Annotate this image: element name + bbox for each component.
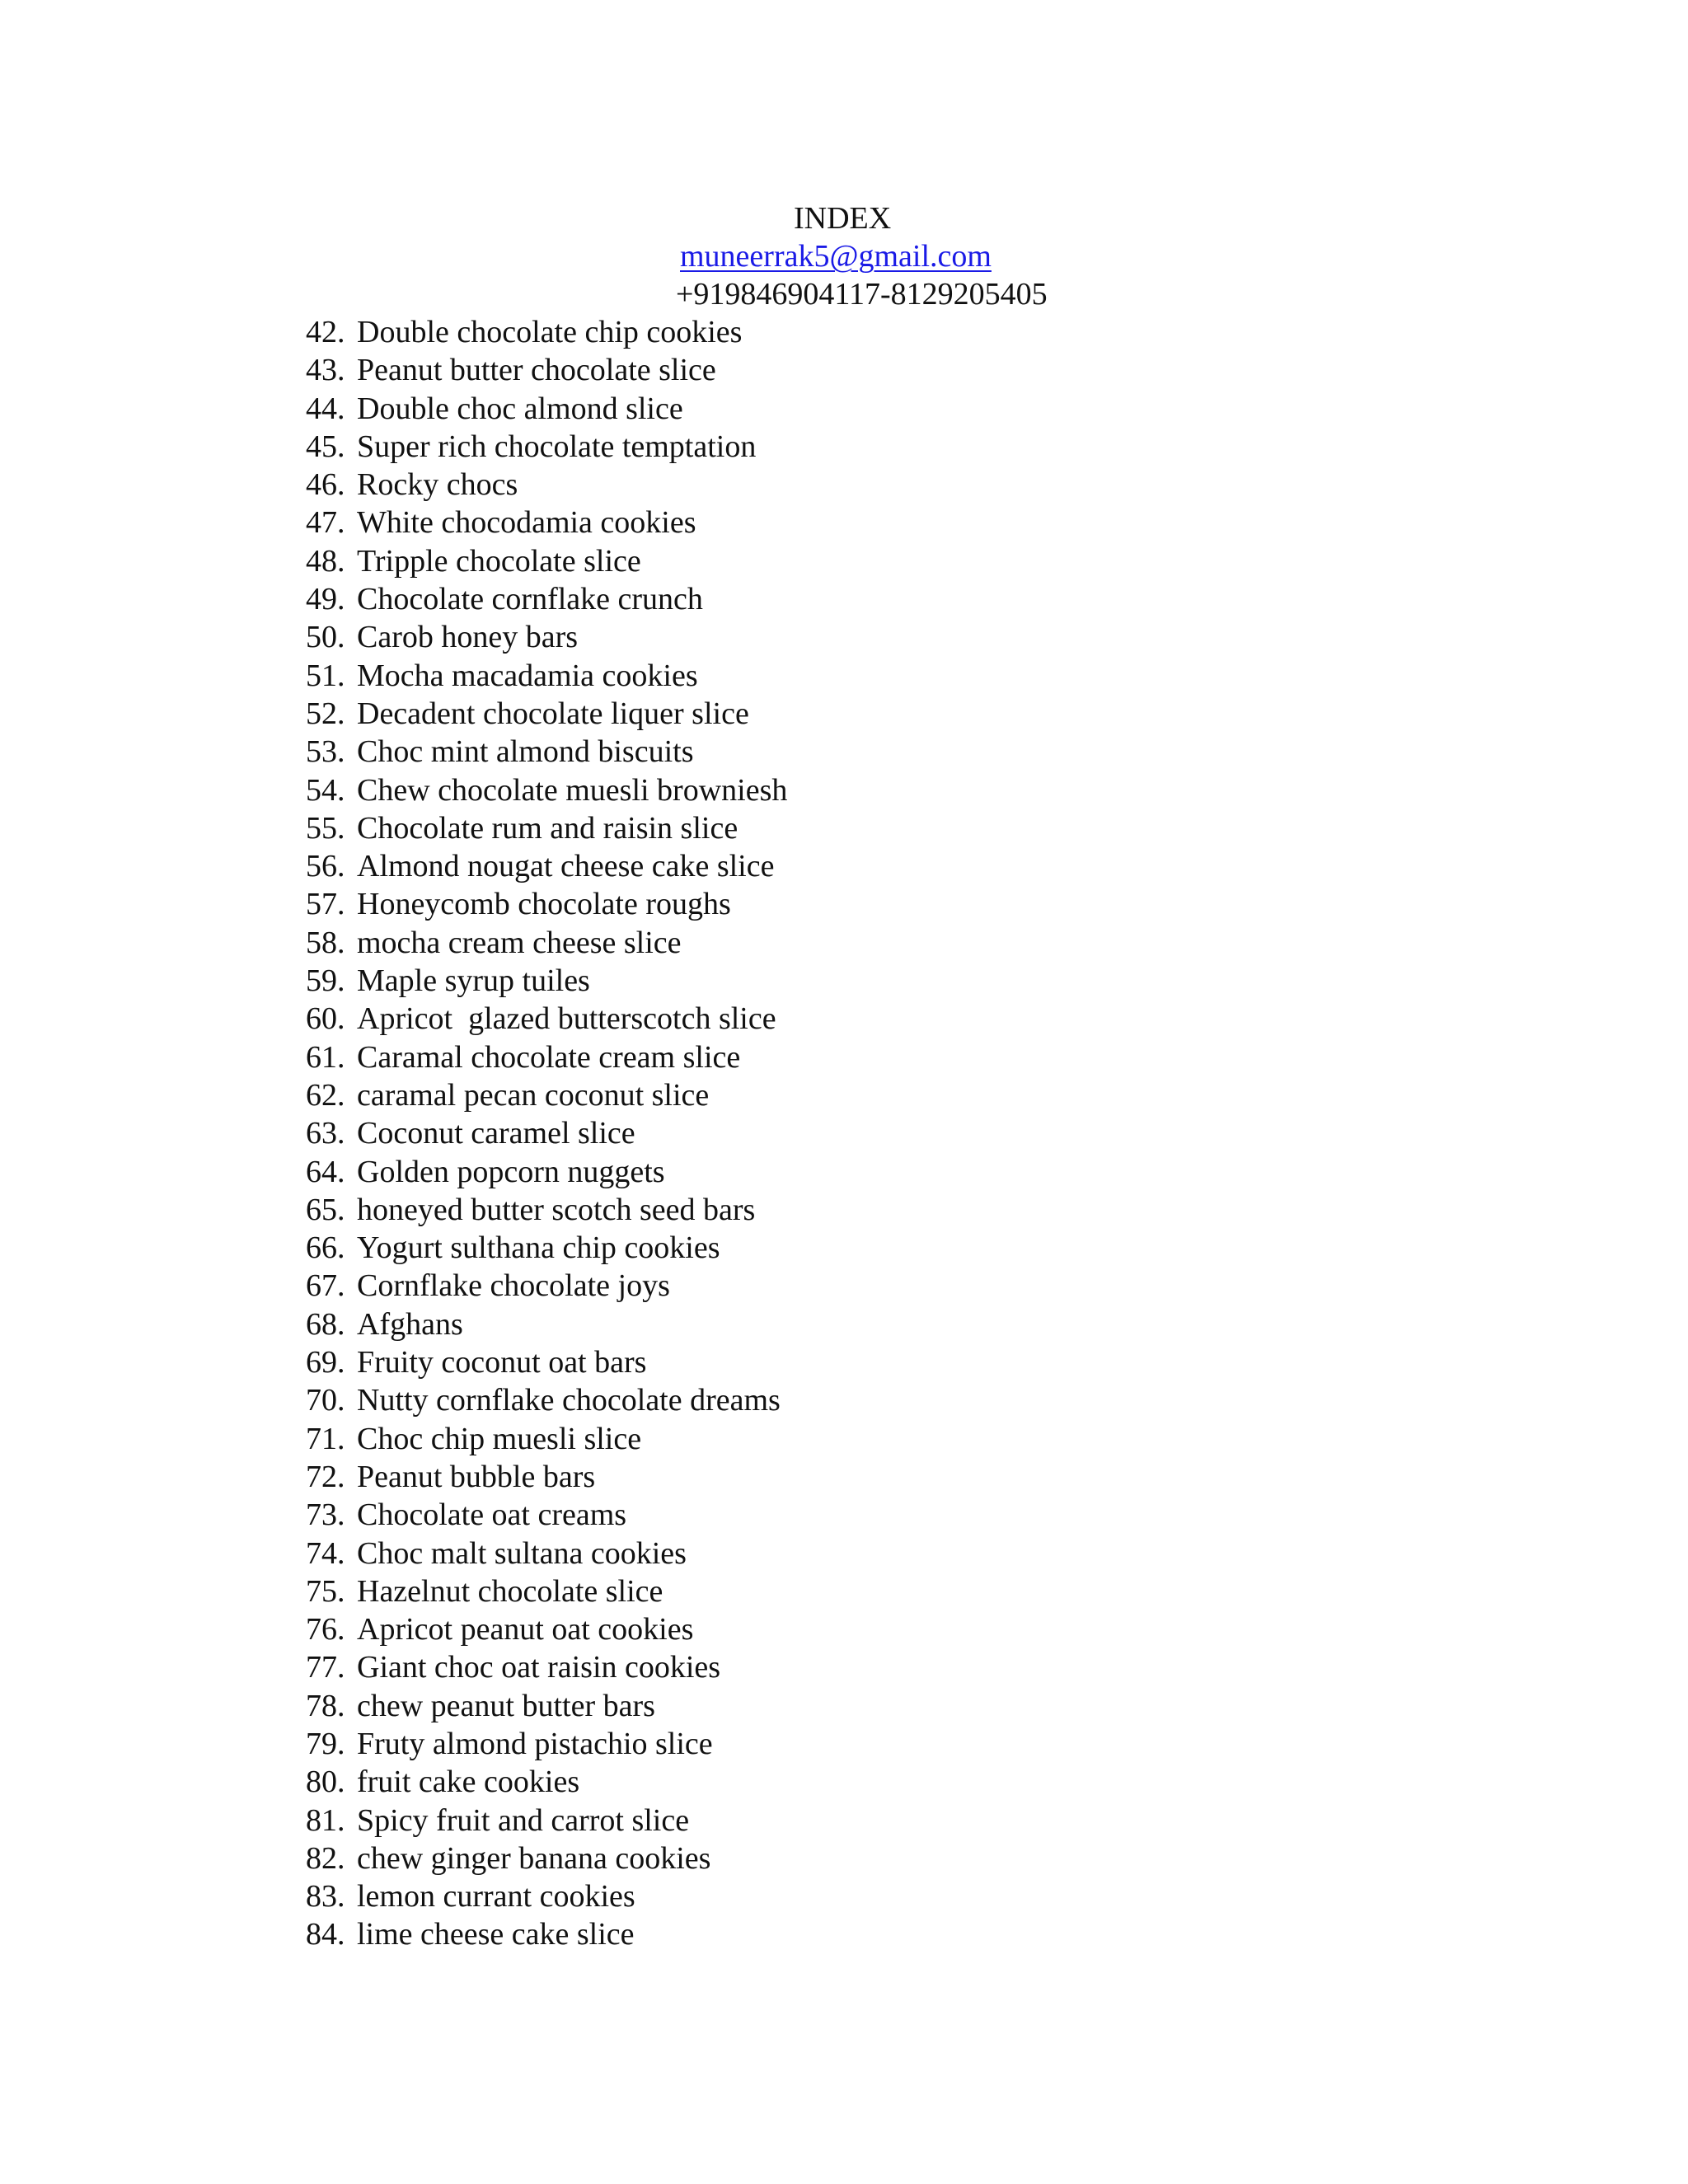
list-item-number: 78. [306, 1688, 345, 1723]
list-item-number: 83. [306, 1879, 345, 1915]
list-item [306, 1535, 787, 1572]
list-item-text: Coconut caramel slice [357, 1116, 635, 1151]
list-item-text: Honeycomb chocolate roughs [357, 887, 731, 922]
list-item-number: 50. [306, 620, 345, 655]
list-item [306, 1191, 787, 1229]
list-item [306, 1420, 787, 1458]
list-item-number: 81. [306, 1802, 345, 1838]
list-item-text: Almond nougat cheese cake slice [357, 849, 775, 884]
list-item [306, 428, 787, 466]
list-item-text: fruit cake cookies [357, 1765, 580, 1800]
list-item [306, 1153, 787, 1191]
list-item [306, 1229, 787, 1267]
list-item [306, 466, 787, 504]
list-item-number: 57. [306, 887, 345, 922]
phone-number: +919846904117-8129205405 [676, 277, 1048, 312]
page-title: INDEX [794, 201, 892, 236]
list-item-number: 79. [306, 1726, 345, 1761]
list-item-number: 47. [306, 505, 345, 541]
list-item-text: lemon currant cookies [357, 1879, 635, 1915]
list-item-number: 80. [306, 1765, 345, 1800]
list-item [306, 695, 787, 733]
list-item [306, 313, 787, 351]
list-item-text: Choc malt sultana cookies [357, 1535, 687, 1571]
list-item-number: 84. [306, 1917, 345, 1952]
list-item-number: 42. [306, 315, 345, 349]
list-item-number: 58. [306, 925, 345, 960]
list-item-number: 70. [306, 1383, 345, 1418]
list-item-number: 54. [306, 772, 345, 808]
list-item-text: chew peanut butter bars [357, 1688, 655, 1723]
list-item [306, 542, 787, 580]
list-item-text: Cornflake chocolate joys [357, 1268, 670, 1304]
list-item-number: 46. [306, 467, 345, 503]
list-item-text: Double chocolate chip cookies [357, 315, 743, 349]
list-item [306, 1458, 787, 1496]
list-item-text: Choc chip muesli slice [357, 1421, 642, 1456]
list-item-text: Rocky chocs [357, 467, 518, 503]
list-item-text: Peanut bubble bars [357, 1459, 596, 1494]
list-item-text: Double choc almond slice [357, 391, 683, 426]
list-item-number: 64. [306, 1154, 345, 1189]
list-item-text: Super rich chocolate temptation [357, 429, 757, 464]
list-item-text: Tripple chocolate slice [357, 543, 641, 579]
list-item-number: 48. [306, 543, 345, 579]
list-item [306, 618, 787, 656]
list-item [306, 1381, 787, 1419]
list-item-number: 49. [306, 582, 345, 617]
list-item [306, 962, 787, 1000]
list-item-text: Chocolate cornflake crunch [357, 582, 703, 617]
list-item-number: 52. [306, 696, 345, 731]
list-item [306, 809, 787, 847]
list-item-number: 53. [306, 734, 345, 770]
list-item-number: 62. [306, 1077, 345, 1113]
list-item [306, 1877, 787, 1915]
list-item [306, 1114, 787, 1152]
list-item-text: Decadent chocolate liquer slice [357, 696, 749, 731]
list-item-text: Fruity coconut oat bars [357, 1345, 647, 1380]
list-item-number: 66. [306, 1230, 345, 1266]
list-item-number: 44. [306, 391, 345, 426]
list-item-text: Maple syrup tuiles [357, 963, 590, 999]
list-item-number: 63. [306, 1116, 345, 1151]
list-item [306, 1802, 787, 1840]
list-item-number: 75. [306, 1573, 345, 1609]
list-item-number: 72. [306, 1459, 345, 1494]
list-item [306, 1915, 787, 1953]
list-item [306, 1076, 787, 1114]
list-item [306, 390, 787, 428]
list-item-number: 59. [306, 963, 345, 999]
list-item [306, 1725, 787, 1763]
list-item-text: Nutty cornflake chocolate dreams [357, 1383, 781, 1418]
list-item-text: lime cheese cake slice [357, 1917, 635, 1952]
list-item-text: Chocolate rum and raisin slice [357, 810, 738, 846]
list-item-text: Chocolate oat creams [357, 1497, 627, 1533]
list-item-text: Giant choc oat raisin cookies [357, 1650, 721, 1685]
list-item-number: 45. [306, 429, 345, 464]
list-item [306, 771, 787, 809]
list-item-text: Chew chocolate muesli browniesh [357, 772, 788, 808]
list-item [306, 733, 787, 771]
list-item-text: caramal pecan coconut slice [357, 1077, 710, 1113]
list-item-number: 56. [306, 849, 345, 884]
list-item [306, 885, 787, 923]
list-item [306, 924, 787, 962]
list-item [306, 1000, 787, 1038]
list-item [306, 847, 787, 885]
list-item-number: 74. [306, 1535, 345, 1571]
list-item-number: 60. [306, 1001, 345, 1037]
list-item [306, 580, 787, 618]
list-item-text: Yogurt sulthana chip cookies [357, 1230, 720, 1266]
list-item-text: Spicy fruit and carrot slice [357, 1802, 690, 1838]
list-item [306, 1496, 787, 1534]
list-item-text: honeyed butter scotch seed bars [357, 1192, 756, 1227]
list-item-number: 69. [306, 1345, 345, 1380]
list-item-text: Apricot peanut oat cookies [357, 1612, 694, 1647]
email-link[interactable]: muneerrak5@gmail.com [680, 239, 992, 274]
list-item-number: 51. [306, 658, 345, 693]
list-item-number: 68. [306, 1306, 345, 1342]
list-item [306, 1038, 787, 1076]
list-item-text: Afghans [357, 1306, 463, 1342]
list-item [306, 504, 787, 541]
index-list [306, 313, 787, 1954]
list-item-text: Hazelnut chocolate slice [357, 1573, 663, 1609]
list-item [306, 657, 787, 695]
list-item-number: 65. [306, 1192, 345, 1227]
list-item-number: 77. [306, 1650, 345, 1685]
list-item-text: Apricot glazed butterscotch slice [357, 1001, 776, 1037]
list-item-number: 76. [306, 1612, 345, 1647]
list-item-text: Carob honey bars [357, 620, 579, 655]
list-item-text: Caramal chocolate cream slice [357, 1039, 741, 1075]
list-item-text: Peanut butter chocolate slice [357, 353, 716, 388]
list-item [306, 1840, 787, 1877]
list-item-number: 71. [306, 1421, 345, 1456]
list-item [306, 1648, 787, 1686]
list-item-text: Golden popcorn nuggets [357, 1154, 665, 1189]
list-item-number: 55. [306, 810, 345, 846]
list-item-number: 43. [306, 353, 345, 388]
list-item [306, 1610, 787, 1648]
list-item-text: chew ginger banana cookies [357, 1840, 711, 1876]
list-item-text: Mocha macadamia cookies [357, 658, 698, 693]
list-item-text: Fruty almond pistachio slice [357, 1726, 713, 1761]
list-item-text: White chocodamia cookies [357, 505, 696, 541]
list-item-number: 67. [306, 1268, 345, 1304]
list-item [306, 1687, 787, 1725]
list-item [306, 1267, 787, 1305]
list-item [306, 1305, 787, 1343]
list-item [306, 1763, 787, 1801]
list-item-text: Choc mint almond biscuits [357, 734, 694, 770]
list-item-number: 61. [306, 1039, 345, 1075]
list-item [306, 351, 787, 389]
list-item [306, 1572, 787, 1610]
list-item [306, 1343, 787, 1381]
list-item-text: mocha cream cheese slice [357, 925, 682, 960]
list-item-number: 82. [306, 1840, 345, 1876]
list-item-number: 73. [306, 1497, 345, 1533]
